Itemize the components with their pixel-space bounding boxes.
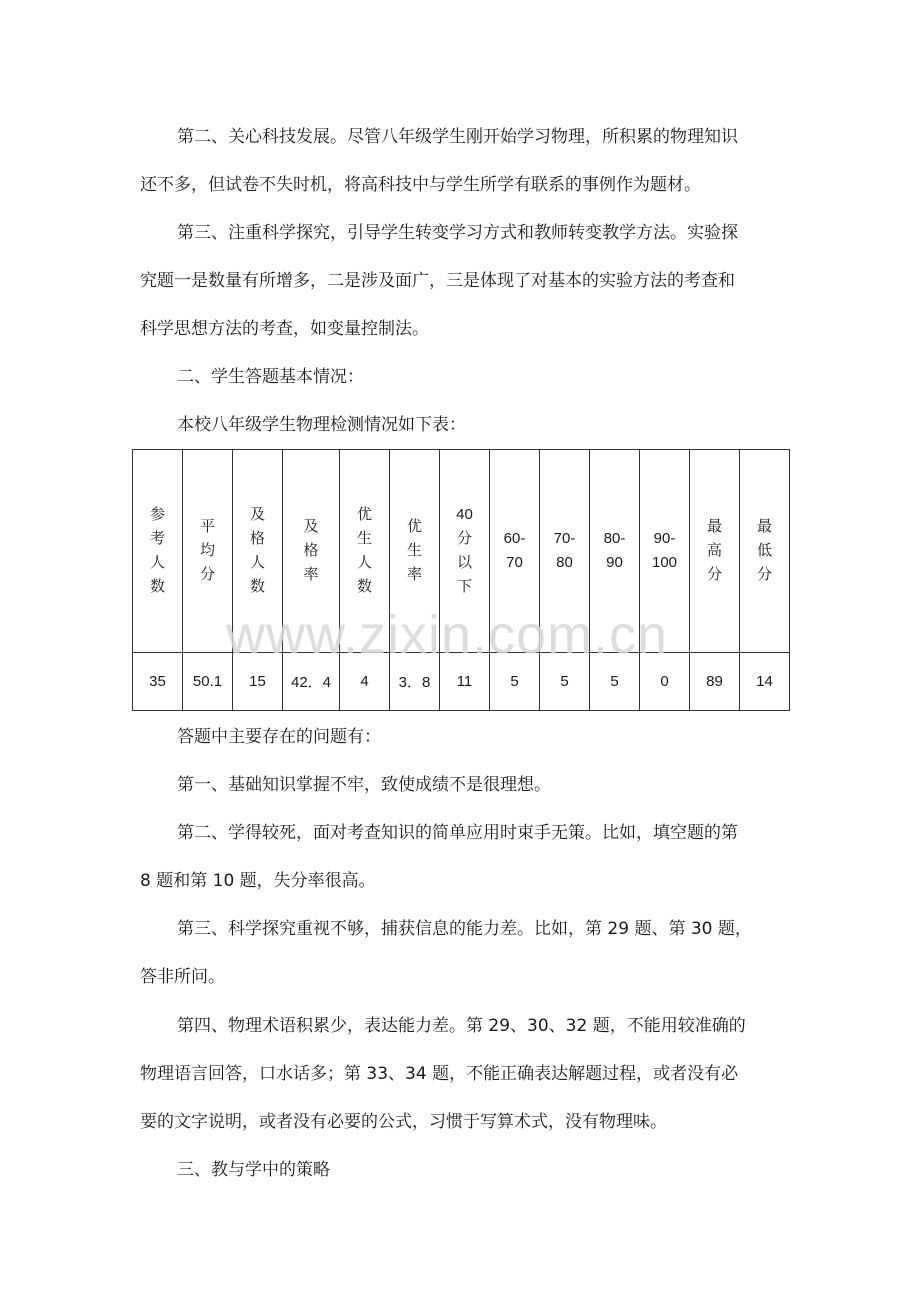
value-cell: 42．4: [283, 653, 340, 711]
section-heading: 三、教与学中的策略: [177, 1160, 330, 1180]
header-cell: 40 分 以 下: [440, 450, 490, 653]
value-cell: 14: [740, 653, 790, 711]
value-cell: 5: [590, 653, 640, 711]
header-cell: 70- 80: [540, 450, 590, 653]
problems-intro: 答题中主要存在的问题有：: [177, 727, 381, 747]
value-cell: 15: [233, 653, 283, 711]
header-cell: 参 考 人 数: [133, 450, 183, 653]
paragraph-line: 8 题和第 10 题，失分率很高。: [140, 871, 376, 891]
paragraph-line: 物理语言回答，口水话多；第 33、34 题，不能正确表达解题过程，或者没有必: [140, 1064, 739, 1084]
value-cell: 89: [690, 653, 740, 711]
paragraph-line: 第三、注重科学探究，引导学生转变学习方式和教师转变教学方法。实验探: [177, 223, 738, 243]
paragraph-line: 第四、物理术语积累少，表达能力差。第 29、30、32 题，不能用较准确的: [177, 1016, 746, 1036]
value-cell: 35: [133, 653, 183, 711]
paragraph-line: 第一、基础知识掌握不牢，致使成绩不是很理想。: [177, 775, 551, 795]
value-cell: 5: [490, 653, 540, 711]
value-cell: 5: [540, 653, 590, 711]
paragraph-line: 科学思想方法的考查，如变量控制法。: [140, 319, 429, 339]
table-header-row: [133, 450, 790, 653]
score-stats-table: [132, 449, 790, 711]
paragraph-line: 第二、关心科技发展。尽管八年级学生刚开始学习物理，所积累的物理知识: [177, 127, 738, 147]
value-cell: 50.1: [183, 653, 233, 711]
value-cell: 4: [340, 653, 390, 711]
table-value-row: [133, 653, 790, 711]
header-cell: 及 格 人 数: [233, 450, 283, 653]
header-cell: 平 均 分: [183, 450, 233, 653]
header-cell: 90- 100: [640, 450, 690, 653]
header-cell: 最 高 分: [690, 450, 740, 653]
paragraph-line: 还不多，但试卷不失时机，将高科技中与学生所学有联系的事例作为题材。: [140, 175, 701, 195]
paragraph-line: 答非所问。: [140, 967, 225, 987]
value-cell: 0: [640, 653, 690, 711]
header-cell: 80- 90: [590, 450, 640, 653]
header-cell: 最 低 分: [740, 450, 790, 653]
table-intro: 本校八年级学生物理检测情况如下表：: [177, 415, 466, 435]
paragraph-line: 第三、科学探究重视不够，捕获信息的能力差。比如，第 29 题、第 30 题，: [177, 919, 752, 939]
value-cell: 11: [440, 653, 490, 711]
watermark: www.zixin.com.cn: [226, 605, 669, 665]
paragraph-line: 要的文字说明，或者没有必要的公式，习惯于写算术式，没有物理味。: [140, 1112, 667, 1132]
paragraph-line: 第二、学得较死，面对考查知识的简单应用时束手无策。比如，填空题的第: [177, 823, 738, 843]
header-cell: 优 生 人 数: [340, 450, 390, 653]
header-cell: 优 生 率: [390, 450, 440, 653]
header-cell: 60- 70: [490, 450, 540, 653]
header-cell: 及 格 率: [283, 450, 340, 653]
value-cell: 3．8: [390, 653, 440, 711]
paragraph-line: 究题一是数量有所增多，二是涉及面广，三是体现了对基本的实验方法的考查和: [140, 271, 735, 291]
section-heading: 二、学生答题基本情况：: [177, 367, 364, 387]
